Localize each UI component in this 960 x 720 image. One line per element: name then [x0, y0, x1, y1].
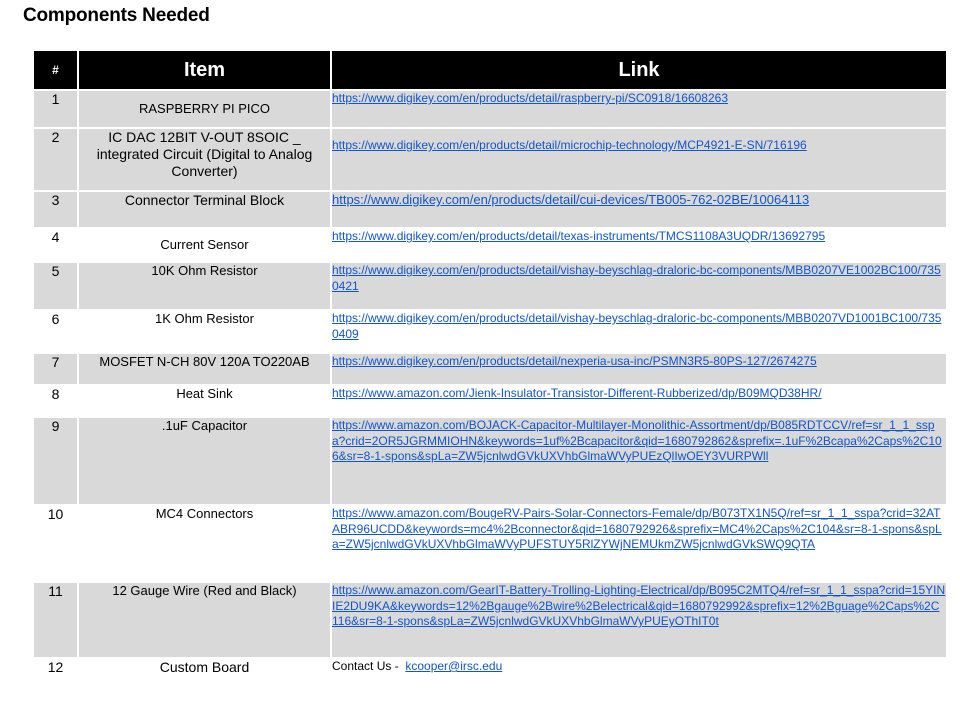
product-link[interactable]: https://www.digikey.com/en/products/detail/cui-devices/TB005-762-02BE/10064113: [332, 192, 810, 207]
row-item: 12 Gauge Wire (Red and Black): [78, 582, 331, 658]
row-number: 10: [34, 505, 78, 582]
product-link[interactable]: https://www.digikey.com/en/products/detail/vishay-beyschlag-draloric-bc-components/MBB0207VE1002BC100/7350421: [332, 263, 941, 293]
table-row: [34, 417, 946, 505]
row-link-cell: [331, 90, 946, 128]
table-row: [34, 228, 946, 262]
table-row: [34, 353, 946, 385]
product-link[interactable]: https://www.amazon.com/BOJACK-Capacitor-Multilayer-Monolithic-Assortment/dp/B085RDTCCV/ref=sr_1_1_sspa?crid=2OR5JGRMMIOHN&keywords=1uf%2Bcapacitor&qid=1680792862&sprefix=.1uF%2Bcapa%2Caps%2C106&sr=8-1-spons&spLa=ZW5jcnlwdGVkUXVhbGlmaWVyPUEzQlIwOEY3VURPWll: [332, 418, 942, 464]
table-row: [34, 128, 946, 191]
row-number: 5: [34, 262, 78, 310]
row-link-cell: [331, 128, 946, 191]
product-link[interactable]: https://www.digikey.com/en/products/detail/vishay-beyschlag-draloric-bc-components/MBB0207VD1001BC100/7350409: [332, 311, 942, 341]
row-link-cell: [331, 228, 946, 262]
table-row: [34, 582, 946, 658]
header-item: Item: [78, 51, 331, 90]
table-row: [34, 658, 946, 688]
row-item: MC4 Connectors: [78, 505, 331, 582]
header-link: Link: [331, 51, 946, 90]
row-number: 12: [34, 658, 78, 688]
row-item: 1K Ohm Resistor: [78, 310, 331, 353]
components-table: [34, 51, 946, 688]
row-item: MOSFET N-CH 80V 120A TO220AB: [78, 353, 331, 385]
product-link[interactable]: https://www.digikey.com/en/products/detail/microchip-technology/MCP4921-E-SN/716196: [332, 138, 807, 152]
row-link-cell: [331, 505, 946, 582]
row-link-cell: [331, 658, 946, 688]
table-row: [34, 310, 946, 353]
row-item: IC DAC 12BIT V-OUT 8SOIC _ integrated Circuit (Digital to Analog Converter): [78, 128, 331, 191]
row-link-cell: [331, 191, 946, 228]
row-link-cell: [331, 310, 946, 353]
table-row: [34, 191, 946, 228]
row-number: 1: [34, 90, 78, 128]
row-link-cell: [331, 385, 946, 417]
row-link-cell: [331, 353, 946, 385]
product-link[interactable]: https://www.amazon.com/Jienk-Insulator-Transistor-Different-Rubberized/dp/B09MQD38HR/: [332, 386, 822, 400]
product-link[interactable]: https://www.amazon.com/GearIT-Battery-Trolling-Lighting-Electrical/dp/B095C2MTQ4/ref=sr_1_1_sspa?crid=15YINIE2DU9KA&keywords=12%2Bgauge%2Bwire%2Belectrical&qid=1680792992&sprefix=12%2Bguage%2Caps%2C116&sr=8-1-spons&spLa=ZW5jcnlwdGVkUXVhbGlmaWVyPUEyOThIT0t: [332, 583, 946, 629]
contact-email-link[interactable]: kcooper@irsc.edu: [405, 659, 503, 673]
product-link[interactable]: https://www.amazon.com/BougeRV-Pairs-Solar-Connectors-Female/dp/B073TX1N5Q/ref=sr_1_1_sspa?crid=32ATABR96UCDD&keywords=mc4%2Bconnector&qid=1680792926&sprefix=MC4%2Caps%2C104&sr=8-1-spons&spLa=ZW5jcnlwdGVkUXVhbGlmaWVyPUFSTUY5RlZYWjNEMUkmZW5jcnlwdGVkSWQ9QTA: [332, 506, 942, 552]
table-row: [34, 385, 946, 417]
product-link[interactable]: https://www.digikey.com/en/products/detail/raspberry-pi/SC0918/16608263: [332, 91, 728, 105]
row-number: 7: [34, 353, 78, 385]
table-row: [34, 505, 946, 582]
row-number: 2: [34, 128, 78, 191]
contact-label: Contact Us -: [332, 659, 399, 673]
row-number: 4: [34, 228, 78, 262]
row-number: 9: [34, 417, 78, 505]
row-number: 11: [34, 582, 78, 658]
row-item: Heat Sink: [78, 385, 331, 417]
row-link-cell: [331, 582, 946, 658]
table-header-row: [34, 51, 946, 90]
row-number: 3: [34, 191, 78, 228]
page-title: Components Needed: [23, 5, 210, 26]
table-row: [34, 262, 946, 310]
product-link[interactable]: https://www.digikey.com/en/products/detail/texas-instruments/TMCS1108A3UQDR/13692795: [332, 229, 826, 243]
table-row: [34, 90, 946, 128]
row-link-cell: [331, 262, 946, 310]
row-item: Current Sensor: [78, 228, 331, 262]
row-number: 8: [34, 385, 78, 417]
row-item: Custom Board: [78, 658, 331, 688]
row-item: 10K Ohm Resistor: [78, 262, 331, 310]
header-number: #: [34, 51, 78, 90]
row-item: RASPBERRY PI PICO: [78, 90, 331, 128]
row-item: .1uF Capacitor: [78, 417, 331, 505]
row-number: 6: [34, 310, 78, 353]
row-item: Connector Terminal Block: [78, 191, 331, 228]
row-link-cell: [331, 417, 946, 505]
product-link[interactable]: https://www.digikey.com/en/products/detail/nexperia-usa-inc/PSMN3R5-80PS-127/2674275: [332, 354, 817, 368]
